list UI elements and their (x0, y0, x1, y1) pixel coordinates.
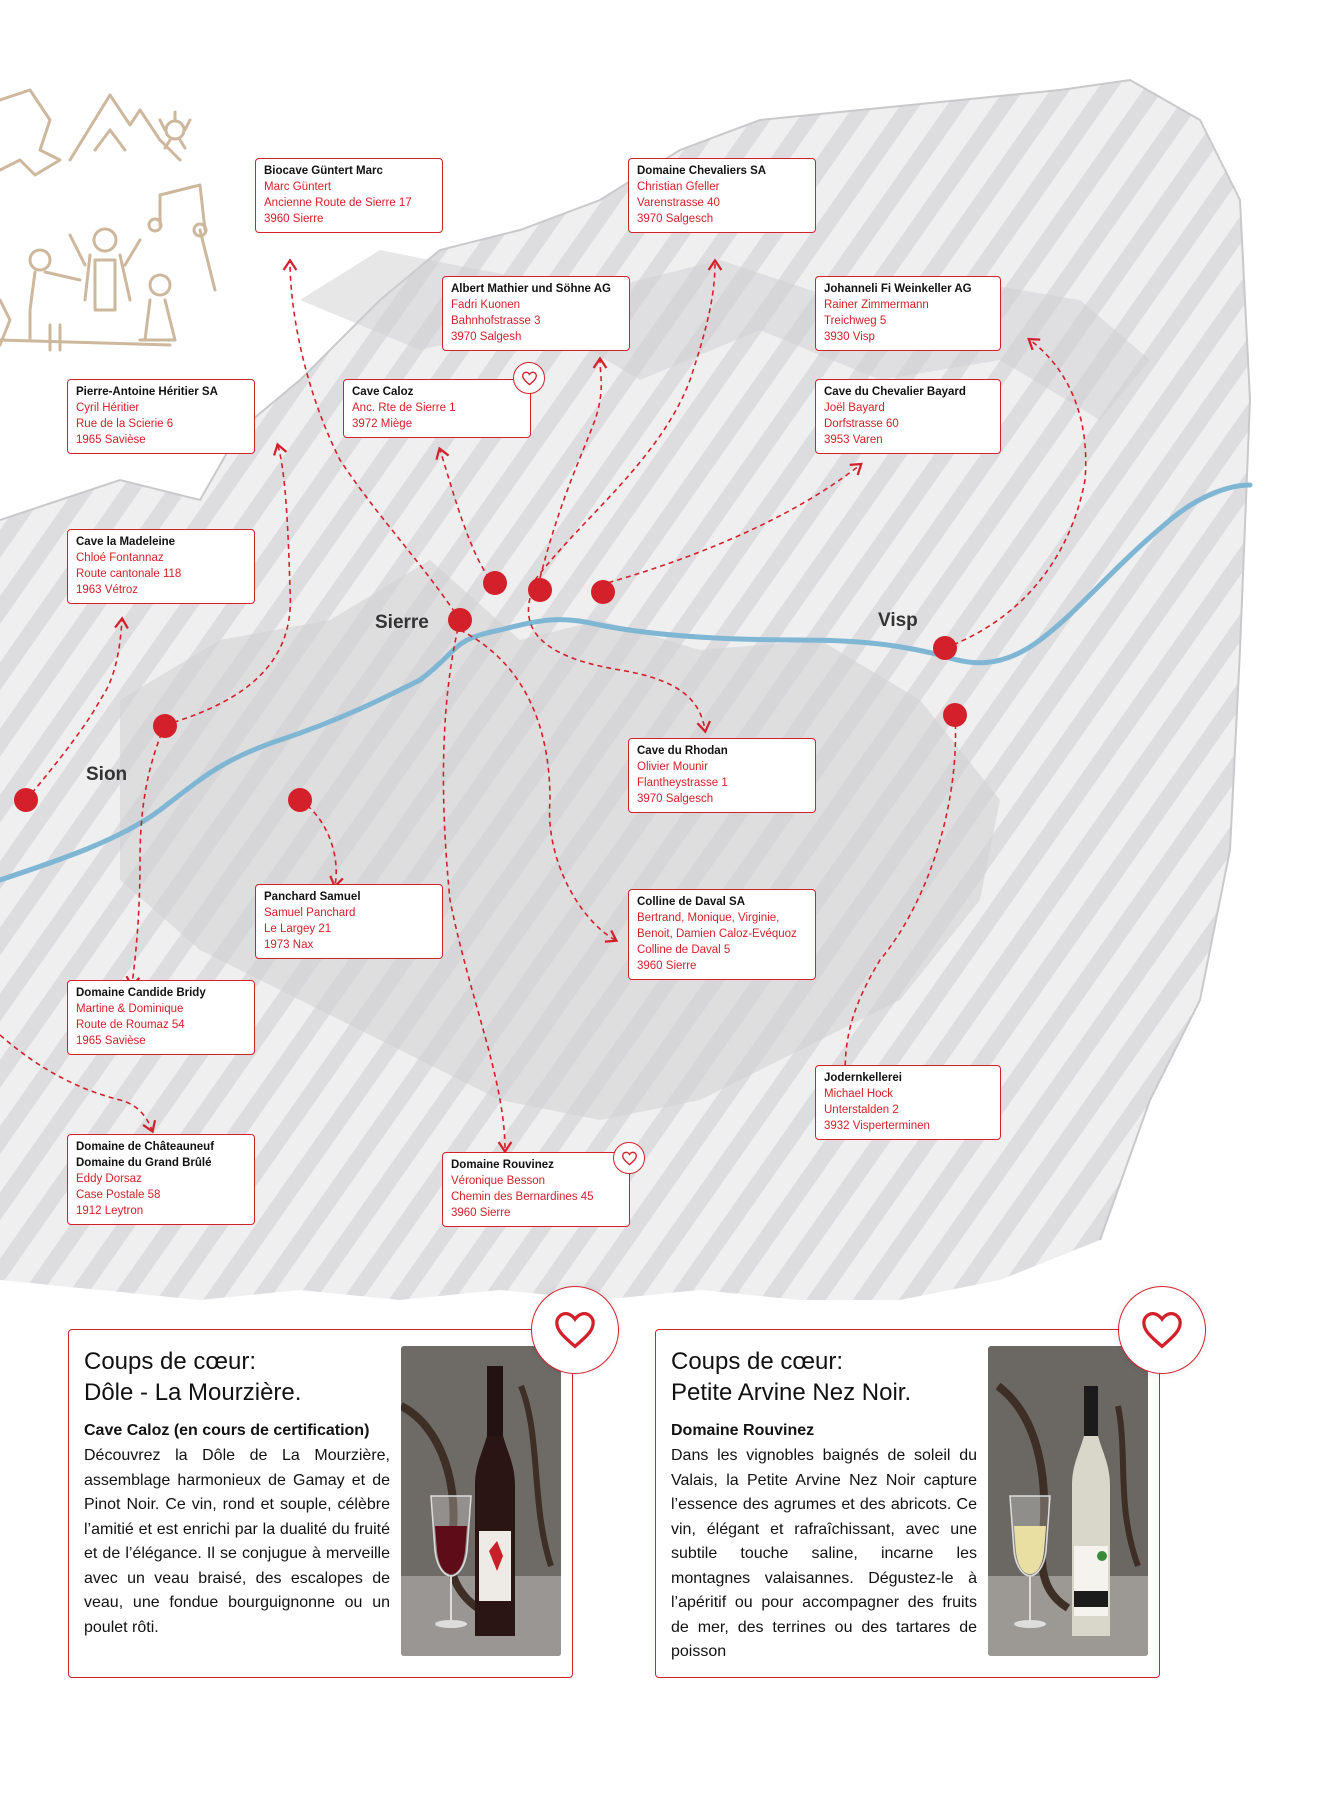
pin-vetroz (14, 788, 38, 812)
winery-contact: Fadri Kuonen (451, 299, 521, 311)
people-festival-doodle (0, 90, 215, 350)
feature-title-line1: Coups de cœur: (671, 1348, 844, 1375)
winery-contact: Cyril Héritier (76, 402, 140, 414)
winery-card[interactable] (815, 276, 1001, 351)
winery-street: Unterstalden 2 (824, 1104, 899, 1116)
winery-name: Cave Caloz (352, 386, 414, 398)
feature-title-line1: Coups de cœur: (84, 1348, 257, 1375)
winery-name: Cave du Rhodan (637, 745, 728, 757)
feature-title (671, 1346, 981, 1408)
feature-producer: Domaine Rouvinez (671, 1422, 815, 1439)
winery-name: Johanneli Fi Weinkeller AG (824, 283, 972, 295)
winery-city: 3972 Miège (352, 418, 413, 430)
winery-street: Ancienne Route de Sierre 17 (264, 197, 412, 209)
winery-contact: Chloé Fontannaz (76, 552, 164, 564)
favorite-heart-button[interactable] (613, 1142, 645, 1174)
winery-street: Dorfstrasse 60 (824, 418, 899, 430)
coup-de-coeur-heart-badge (531, 1286, 619, 1374)
coup-de-coeur-box-dole (68, 1329, 573, 1678)
winery-contact: Véronique Besson (451, 1175, 545, 1187)
winery-contact-2: Benoit, Damien Caloz-Evéquoz (637, 928, 797, 940)
winery-contact: Bertrand, Monique, Virginie, (637, 912, 780, 924)
feature-title-line2: Petite Arvine Nez Noir. (671, 1379, 912, 1406)
feature-producer: Cave Caloz (en cours de certification) (84, 1422, 370, 1439)
winery-city: 1973 Nax (264, 939, 314, 951)
winery-city: 3953 Varen (824, 434, 883, 446)
favorite-heart-button[interactable] (513, 362, 545, 394)
winery-name: Jodernkellerei (824, 1072, 902, 1084)
winery-street: Route de Roumaz 54 (76, 1019, 185, 1031)
winery-street: Case Postale 58 (76, 1189, 161, 1201)
winery-city: 3932 Visperterminen (824, 1120, 930, 1132)
pin-varen (591, 580, 615, 604)
city-label-sion: Sion (86, 764, 128, 785)
winery-card[interactable] (628, 738, 816, 813)
winery-city: 1912 Leytron (76, 1205, 144, 1217)
winery-name: Domaine de Châteauneuf (76, 1141, 215, 1153)
winery-card[interactable] (815, 1065, 1001, 1140)
winery-name: Colline de Daval SA (637, 896, 746, 908)
pin-saviese (153, 714, 177, 738)
city-label-sierre: Sierre (375, 612, 429, 633)
feature-title-line2: Dôle - La Mourzière. (84, 1379, 302, 1406)
winery-card[interactable] (343, 379, 531, 438)
winery-street: Route cantonale 118 (76, 568, 182, 580)
winery-name: Cave la Madeleine (76, 536, 176, 548)
winery-city: 1965 Savièse (76, 1035, 146, 1047)
feature-title (84, 1346, 394, 1408)
pin-visp (933, 636, 957, 660)
winery-name: Domaine Candide Bridy (76, 987, 206, 999)
winery-name: Biocave Güntert Marc (264, 165, 383, 177)
wine-bottle-photo (401, 1346, 561, 1656)
winery-card[interactable] (628, 158, 816, 233)
winery-city: 1963 Vétroz (76, 584, 139, 596)
winery-city: 3970 Salgesch (637, 213, 714, 225)
winery-contact: Rainer Zimmermann (824, 299, 929, 311)
mountain-relief (0, 80, 1250, 1300)
feature-description: Découvrez la Dôle de La Mourzière, assemblage harmonieux de Gamay et de Pinot Noir. Ce vin, rond et souple, célèbre l’amitié et est enrichi par la dualité du fruité et de l’élégance. Il se conjugue à merveille avec un veau braisé, des escalopes de veau, une fondue bourguignonne ou un poulet rôti. (84, 1447, 390, 1636)
winery-card[interactable] (67, 980, 255, 1055)
coup-de-coeur-box-petite-arvine (655, 1329, 1160, 1678)
winery-city: 3970 Salgesch (637, 793, 714, 805)
pin-nax (288, 788, 312, 812)
heart-icon (1140, 1310, 1184, 1350)
winery-contact: Eddy Dorsaz (76, 1173, 142, 1185)
winery-contact: Michael Hock (824, 1088, 894, 1100)
winery-card[interactable] (67, 529, 255, 604)
winery-contact: Samuel Panchard (264, 907, 356, 919)
winery-name: Domaine Chevaliers SA (637, 165, 767, 177)
pin-visperterminen (943, 703, 967, 727)
pin-salgesch (528, 578, 552, 602)
wine-bottle-photo (988, 1346, 1148, 1656)
winery-card[interactable] (628, 889, 816, 980)
winery-name: Domaine Rouvinez (451, 1159, 554, 1171)
winery-city: 3930 Visp (824, 331, 875, 343)
winery-card[interactable] (442, 276, 630, 351)
winery-name: Panchard Samuel (264, 891, 361, 903)
winery-name: Cave du Chevalier Bayard (824, 386, 966, 398)
winery-name-2: Domaine du Grand Brûlé (76, 1157, 212, 1169)
winery-street: Varenstrasse 40 (637, 197, 720, 209)
winery-street: Chemin des Bernardines 45 (451, 1191, 594, 1203)
winery-contact: Olivier Mounir (637, 761, 708, 773)
winery-name: Albert Mathier und Söhne AG (451, 283, 611, 295)
winery-city: 3960 Sierre (637, 960, 697, 972)
winery-name: Pierre-Antoine Héritier SA (76, 386, 218, 398)
winery-city: 3960 Sierre (451, 1207, 511, 1219)
winery-city: 3970 Salgesh (451, 331, 522, 343)
pin-caloz (483, 571, 507, 595)
winery-contact: Christian Gfeller (637, 181, 720, 193)
coup-de-coeur-heart-badge (1118, 1286, 1206, 1374)
winery-card[interactable] (67, 379, 255, 454)
winery-city: 1965 Savièse (76, 434, 146, 446)
winery-street: Anc. Rte de Sierre 1 (352, 402, 456, 414)
winery-card[interactable] (255, 158, 443, 233)
winery-street: Flantheystrasse 1 (637, 777, 728, 789)
heart-icon (521, 371, 538, 386)
heart-icon (553, 1310, 597, 1350)
feature-description: Dans les vignobles baignés de soleil du Valais, la Petite Arvine Nez Noir capture l’essence des agrumes et des abricots. Ce vin, élégant et rafraîchissant, avec une subtile touche saline, incarne les montagnes valaisannes. Dégustez-le à l’apéritif ou pour accompagner des fruits de mer, des terrines ou des tartares de poisson (671, 1447, 977, 1660)
winery-card[interactable] (67, 1134, 255, 1225)
winery-street: Treichweg 5 (824, 315, 887, 327)
winery-street: Colline de Daval 5 (637, 944, 731, 956)
winery-contact: Joël Bayard (824, 402, 885, 414)
heart-icon (621, 1151, 638, 1166)
winery-contact: Marc Güntert (264, 181, 332, 193)
winery-street: Le Largey 21 (264, 923, 332, 935)
winery-street: Bahnhofstrasse 3 (451, 315, 541, 327)
winery-card[interactable] (442, 1152, 630, 1227)
winery-contact: Martine & Dominique (76, 1003, 184, 1015)
pin-sierre (448, 608, 472, 632)
winery-street: Rue de la Scierie 6 (76, 418, 174, 430)
city-label-visp: Visp (878, 610, 918, 631)
winery-card[interactable] (255, 884, 443, 959)
winery-card[interactable] (815, 379, 1001, 454)
winery-city: 3960 Sierre (264, 213, 324, 225)
